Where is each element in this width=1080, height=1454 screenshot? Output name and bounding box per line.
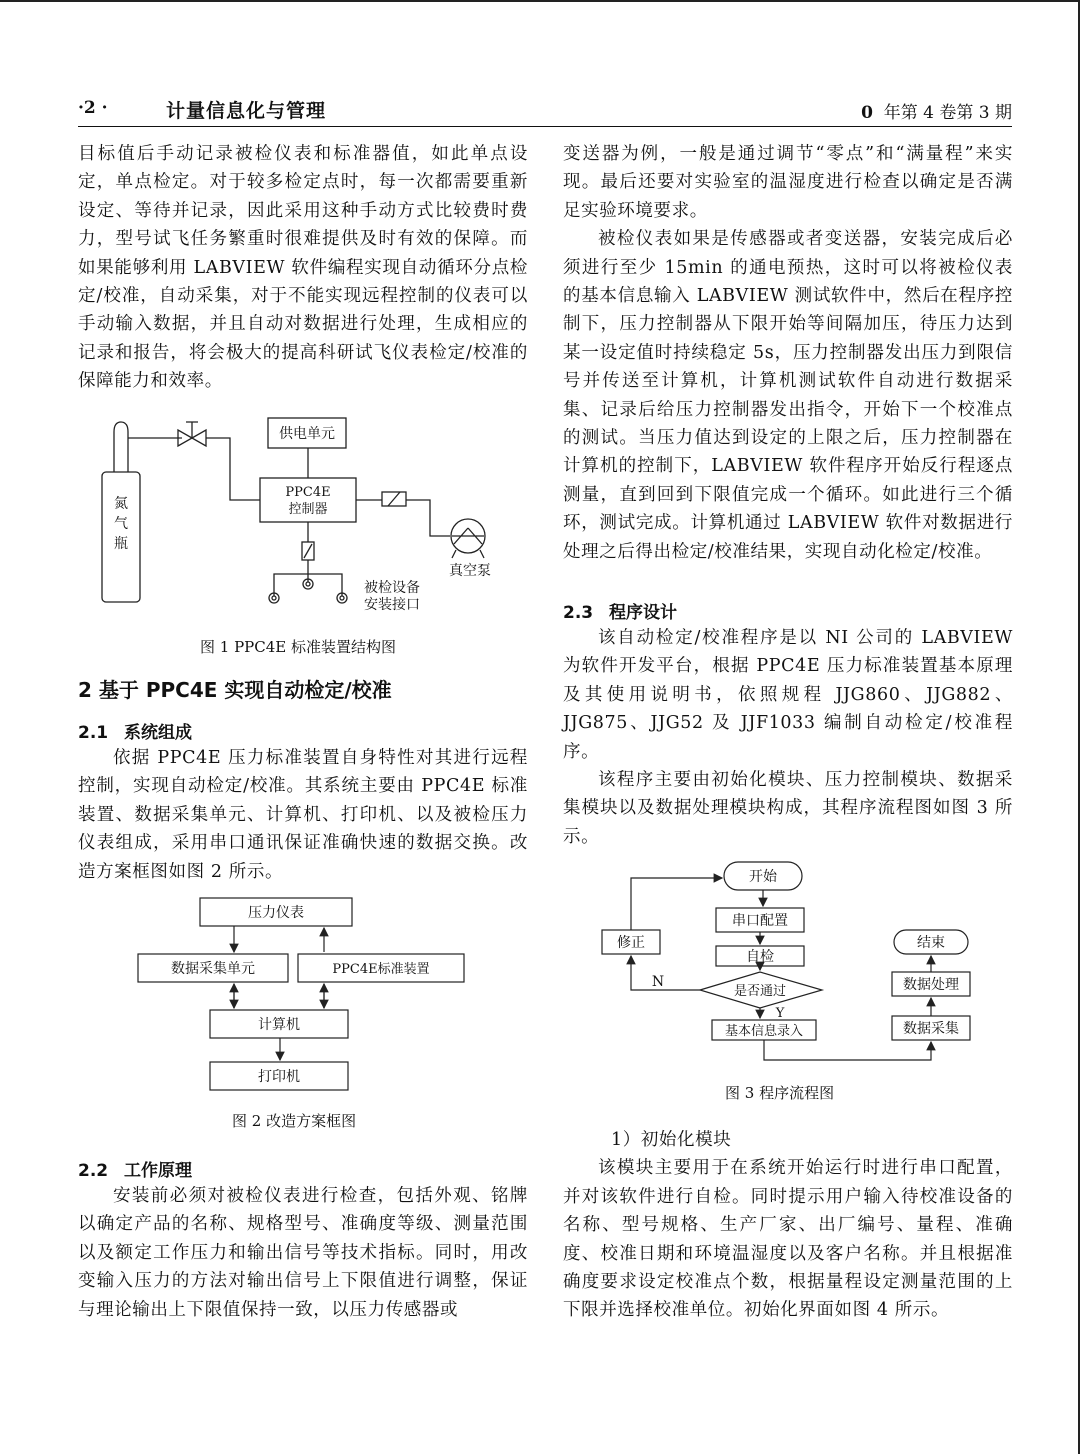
figure-3-flowchart xyxy=(596,860,976,1072)
subheading: 1）初始化模块 xyxy=(611,1130,732,1150)
paragraph: 安装前必须对被检仪表进行检查，包括外观、铭牌以确定产品的名称、规格型号、准确度等级、测量范围以及额定工作压力和输出信号等技术指标。同时，用改变输入压力的方法对输出信号上下限值进行调整，保证与理论输出上下限值保持一致，以压力传感器或 xyxy=(78,1186,528,1320)
device-port-label: 被检设备 xyxy=(364,580,420,596)
controller-label: 控制器 xyxy=(288,502,328,517)
left-column-part2 xyxy=(78,744,528,886)
left-column xyxy=(78,140,528,396)
pressure-gauge-label: 压力仪表 xyxy=(248,905,304,921)
right-column-part3 xyxy=(563,1126,1013,1325)
figure-3-caption: 图 3 程序流程图 xyxy=(725,1084,835,1102)
serial-config-label: 串口配置 xyxy=(732,913,788,929)
section-2-3-heading: 2.3 程序设计 xyxy=(563,603,677,623)
figure-2-caption: 图 2 改造方案框图 xyxy=(232,1112,357,1130)
fix-label: 修正 xyxy=(617,935,645,951)
basic-info-label: 基本信息录入 xyxy=(724,1024,804,1039)
paragraph: 被检仪表如果是传感器或者变送器，安装完成后必须进行至少 15min 的通电预热，这时可以将被检仪表的基本信息输入 LABVIEW 测试软件中，然后在程序控制下，压力控制器从下限开始等间隔加压，待压力达到某一设定值时持续稳定 5s，压力控制器发出压力到限信号并传送至计算机，计算机测试软件自动进行数据采集、记录后给压力控制器发出指令，开始下一个校准点的测试。当压力值达到设定的上限之后，压力控制器在计算机的控制下，LABVIEW 软件程序开始反行程逐点测量，直到回到下限值完成一个循环。如此进行三个循环，测试完成。计算机通过 LABVIEW 软件对数据进行处理之后得出检定/校准结果，实现自动化检定/校准。 xyxy=(563,229,1013,562)
issue-info: 0 年第 4 卷第 3 期 xyxy=(861,103,1012,123)
section-2-1-heading: 2.1 系统组成 xyxy=(78,723,192,743)
right-column-part2 xyxy=(563,624,1013,851)
figure-1-structure-diagram xyxy=(78,408,528,638)
page-border xyxy=(0,0,1080,2)
data-collect-label: 数据采集 xyxy=(903,1021,959,1037)
block-diagram-svg xyxy=(130,896,470,1096)
figure-1-caption: 图 1 PPC4E 标准装置结构图 xyxy=(200,638,397,656)
self-check-label: 自检 xyxy=(746,949,774,965)
vacuum-pump-label: 真空泵 xyxy=(449,563,491,579)
paragraph: 依据 PPC4E 压力标准装置自身特性对其进行远程控制，实现自动检定/校准。其系统主要由 PPC4E 标准装置、数据采集单元、计算机、打印机、以及被检压力仪表组成，采用串口通讯保证准确快速的数据交换。改造方案框图如图 2 所示。 xyxy=(78,748,528,882)
decision-label: 是否通过 xyxy=(733,984,787,999)
left-column-part3 xyxy=(78,1182,528,1324)
computer-label: 计算机 xyxy=(258,1017,300,1033)
controller-label: PPC4E xyxy=(285,485,331,500)
structure-diagram-svg xyxy=(78,408,528,638)
device-port-label: 安装接口 xyxy=(364,597,420,613)
right-column xyxy=(563,140,1013,566)
paragraph: 变送器为例，一般是通过调节“零点”和“满量程”来实现。最后还要对实验室的温湿度进行检查以确定是否满足实验环境要求。 xyxy=(563,144,1013,221)
flowchart-svg xyxy=(596,860,976,1072)
paragraph: 该程序主要由初始化模块、压力控制模块、数据采集模块以及数据处理模块构成，其程序流程图如图 3 所示。 xyxy=(563,770,1013,847)
yes-branch-label: Y xyxy=(775,1006,785,1021)
cylinder-neck xyxy=(114,422,128,472)
daq-label: 数据采集单元 xyxy=(171,961,255,977)
figure-2-block-diagram xyxy=(130,896,470,1096)
no-branch-label: N xyxy=(651,974,665,990)
cylinder-label: 氮 xyxy=(114,496,128,512)
power-unit-label: 供电单元 xyxy=(279,426,335,442)
section-2-heading: 2 基于 PPC4E 实现自动检定/校准 xyxy=(78,678,392,702)
start-label: 开始 xyxy=(749,869,777,885)
paragraph: 目标值后手动记录被检仪表和标准器值，如此单点设定，单点检定。对于较多检定点时，每一次都需要重新设定、等待并记录，因此采用这种手动方式比较费时费力，型号试飞任务繁重时很难提供及时有效的保障。而如果能够利用 LABVIEW 软件编程实现自动循环分点检定/校准，自动采集，对于不能实现远程控制的仪表可以手动输入数据，并且自动对数据进行处理，生成相应的记录和报告，将会极大的提高科研试飞仪表检定/校准的保障能力和效率。 xyxy=(78,144,528,392)
section-2-2-heading: 2.2 工作原理 xyxy=(78,1161,192,1181)
running-header xyxy=(78,96,1012,127)
ppc-label: PPC4E标准装置 xyxy=(332,962,430,977)
paragraph: 该模块主要用于在系统开始运行时进行串口配置，并对该软件进行自检。同时提示用户输入待校准设备的名称、型号规格、生产厂家、出厂编号、量程、准确度、校准日期和环境温湿度以及客户名称。并且根据准确度要求设定校准点个数，根据量程设定测量范围的上下限并选择校准单位。初始化界面如图 4 所示。 xyxy=(563,1158,1013,1321)
end-label: 结束 xyxy=(917,935,945,951)
paragraph: 该自动检定/校准程序是以 NI 公司的 LABVIEW 为软件开发平台，根据 PPC4E 压力标准装置基本原理及其使用说明书，依照规程 JJG860、JJG882、JJG875、JJG52 及 JJF1033 编制自动检定/校准程序。 xyxy=(563,628,1013,762)
cylinder-label: 瓶 xyxy=(114,536,128,552)
data-process-label: 数据处理 xyxy=(903,977,959,993)
page-number: ·2 · xyxy=(78,98,108,118)
journal-title: 计量信息化与管理 xyxy=(166,100,327,122)
cylinder-label: 气 xyxy=(114,516,128,532)
printer-label: 打印机 xyxy=(258,1069,300,1085)
